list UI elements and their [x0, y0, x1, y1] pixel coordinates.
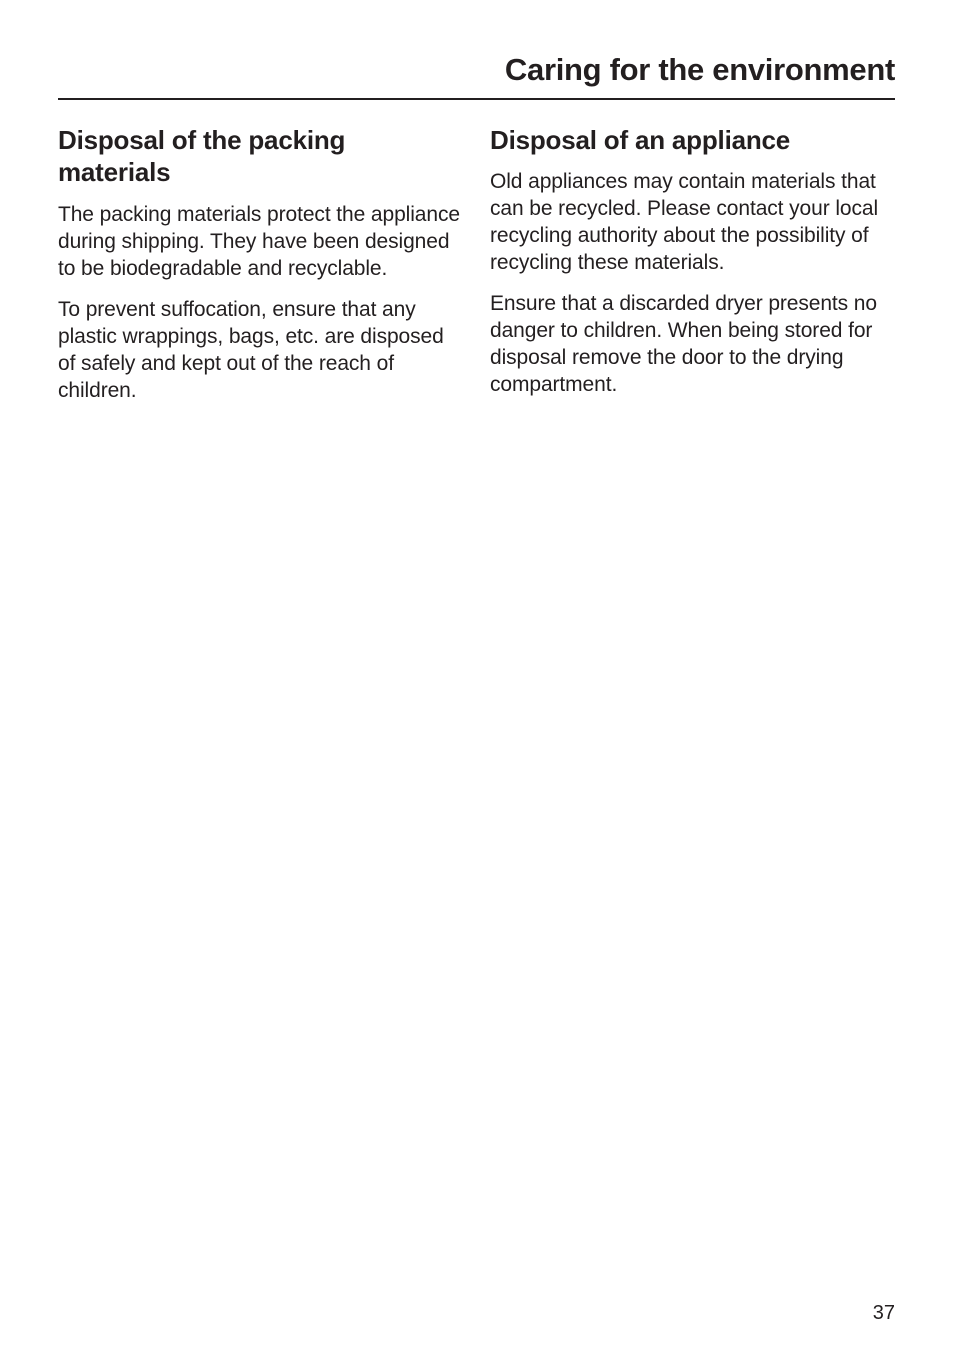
- section-packing-disposal: [58, 124, 463, 418]
- section-appliance-disposal: [490, 124, 900, 412]
- section-heading: Disposal of the packing materials: [58, 125, 346, 187]
- title-divider: [58, 98, 895, 100]
- paragraph: The packing materials protect the appliance during shipping. They have been designed to be biodegradable and recyclable.: [58, 203, 460, 280]
- paragraph: Old appliances may contain materials that can be recycled. Please contact your local recycling authority about the possibility of recycling these materials.: [490, 170, 879, 274]
- page-number: 37: [872, 1302, 895, 1324]
- paragraph: To prevent suffocation, ensure that any plastic wrappings, bags, etc. are disposed of safely and kept out of the reach of children.: [58, 298, 444, 402]
- section-heading: Disposal of an appliance: [490, 125, 791, 155]
- paragraph: Ensure that a discarded dryer presents no danger to children. When being stored for disposal remove the door to the drying compartment.: [490, 292, 877, 396]
- page-title: Caring for the environment: [504, 52, 895, 87]
